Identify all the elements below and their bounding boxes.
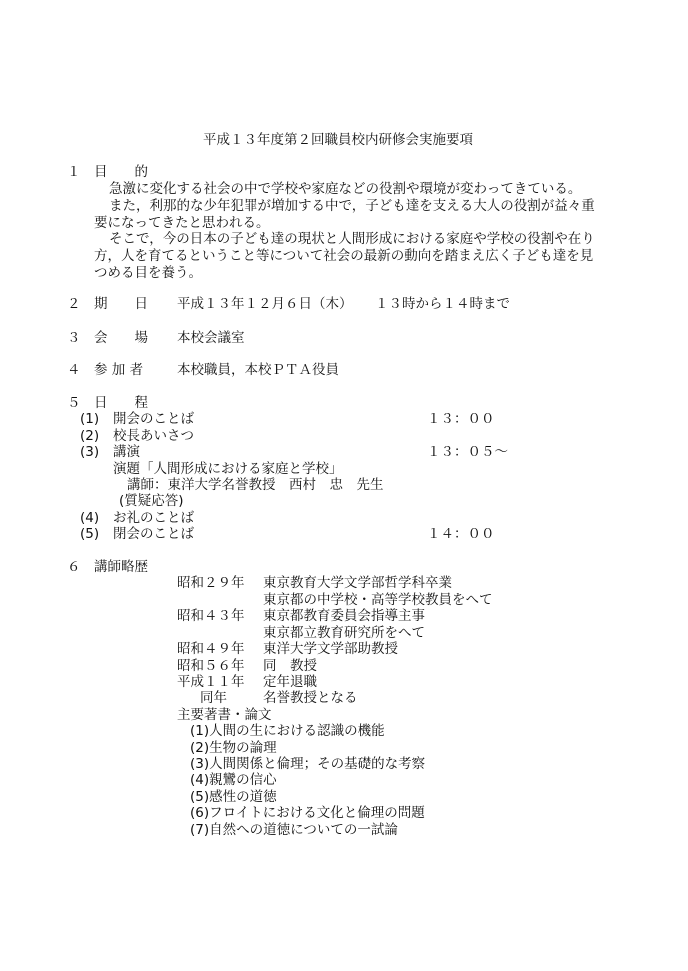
work-item: (5)感性の道徳 [190, 789, 277, 805]
section-4-heading: 参 加 者 [94, 362, 144, 378]
section-2-number: ２ [67, 296, 81, 312]
schedule-item-time: １４：００ [427, 526, 495, 542]
bio-text: 定年退職 [263, 674, 317, 690]
work-item: (3)人間関係と倫理；その基礎的な考察 [190, 756, 426, 772]
bio-text: 同 教授 [263, 658, 317, 674]
schedule-item-label: 講演 [113, 444, 140, 460]
section-3-number: ３ [67, 330, 81, 346]
bio-text: 東京都立教育研究所をへて [263, 625, 425, 641]
schedule-item-number: (2) [80, 428, 100, 444]
bio-year: 昭和２９年 [177, 575, 245, 591]
bio-year: 昭和５６年 [177, 658, 245, 674]
purpose-line: また，利那的な少年犯罪が増加する中で，子ども達を支える大人の役割が益々重 [109, 198, 595, 214]
bio-year: 平成１１年 [177, 674, 245, 690]
event-date: 平成１３年１２月６日（木） [177, 296, 353, 312]
purpose-line: 急激に変化する社会の中で学校や家庭などの役割や環境が変わってきている。 [109, 181, 582, 197]
bio-text: 東京都教育委員会指導主事 [263, 608, 425, 624]
section-5-number: ５ [67, 395, 81, 411]
document-title: 平成１３年度第２回職員校内研修会実施要項 [203, 132, 473, 148]
work-item: (4)親鸞の信心 [190, 772, 277, 788]
section-2-heading: 期 日 [94, 296, 148, 312]
schedule-item-label: 閉会のことば [113, 526, 194, 542]
venue-value: 本校会議室 [177, 330, 245, 346]
bio-text: 東洋大学文学部助教授 [263, 641, 398, 657]
schedule-item-label: お礼のことば [113, 510, 194, 526]
work-item: (6)フロイトにおける文化と倫理の問題 [190, 805, 425, 821]
section-3-heading: 会 場 [94, 330, 148, 346]
section-4-number: ４ [67, 362, 81, 378]
lecture-title: 演題「人間形成における家庭と学校」 [113, 461, 343, 477]
bio-text: 名誉教授となる [263, 690, 358, 706]
work-item: (7)自然への道徳についての一試論 [190, 822, 398, 838]
work-item: (1)人間の生における認識の機能 [190, 723, 385, 739]
schedule-item-label: 校長あいさつ [113, 428, 194, 444]
section-1-heading: 目 的 [94, 164, 148, 180]
section-6-number: ６ [67, 559, 81, 575]
bio-year: 昭和４３年 [177, 608, 245, 624]
section-1-number: １ [67, 164, 81, 180]
event-time: １３時から１４時まで [375, 296, 510, 312]
bio-year: 昭和４９年 [177, 641, 245, 657]
lecturer: 講師：東洋大学名誉教授 西村 忠 先生 [127, 477, 384, 493]
schedule-item-number: (4) [80, 510, 100, 526]
bio-text: 東京都の中学校・高等学校教員をへて [263, 592, 493, 608]
purpose-line: 要になってきたと思われる。 [94, 215, 270, 231]
schedule-item-time: １３：００ [427, 411, 495, 427]
works-heading: 主要著書・論文 [177, 707, 272, 723]
bio-same-year: 同年 [200, 690, 227, 706]
schedule-item-number: (5) [80, 526, 100, 542]
section-5-heading: 日 程 [94, 395, 148, 411]
purpose-line: そこで，今の日本の子ども達の現状と人間形成における家庭や学校の役割や在り [109, 231, 595, 247]
section-6-heading: 講師略歴 [94, 559, 148, 575]
purpose-line: 方，人を育てるということ等について社会の最新の動向を踏まえ広く子ども達を見 [94, 248, 594, 264]
schedule-item-number: (3) [80, 444, 100, 460]
purpose-line: つめる目を養う。 [94, 265, 202, 281]
bio-text: 東京教育大学文学部哲学科卒業 [263, 575, 452, 591]
schedule-item-time: １３：０５～ [427, 444, 508, 460]
schedule-item-label: 開会のことば [113, 411, 194, 427]
qa-session: (質疑応答) [119, 493, 184, 509]
attendees-value: 本校職員，本校ＰＴＡ役員 [177, 362, 339, 378]
work-item: (2)生物の論理 [190, 740, 277, 756]
schedule-item-number: (1) [80, 411, 100, 427]
